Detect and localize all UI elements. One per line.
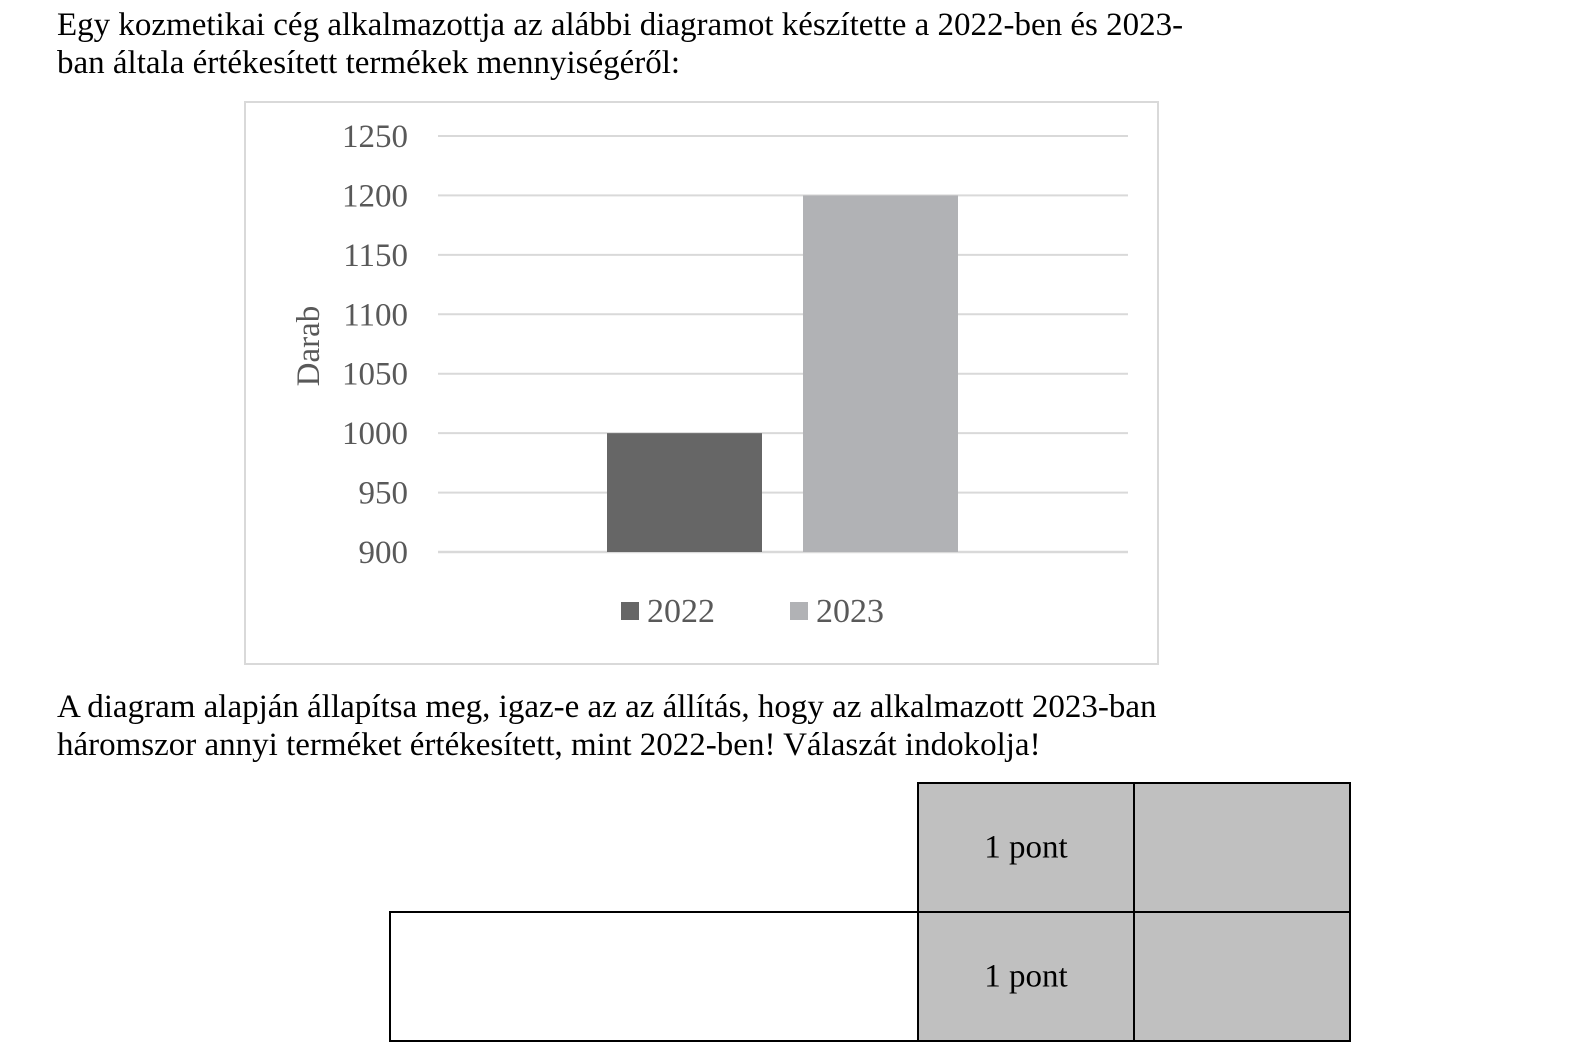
score-points-cell-1: [917, 782, 1135, 913]
bar-2022: [607, 433, 762, 552]
question-text: [57, 688, 1157, 764]
points-label-2: 1 pont: [984, 958, 1068, 994]
score-points-cell-2: [917, 911, 1135, 1042]
legend-swatch-2022: [621, 602, 639, 620]
y-tick-label: 1150: [343, 237, 408, 274]
intro-text: [57, 6, 1183, 82]
y-tick-label: 900: [358, 535, 408, 571]
intro-line-2: ban általa értékesített termékek mennyiségéről:: [57, 45, 681, 81]
y-tick-label: 1100: [343, 297, 408, 334]
legend-label-2023: 2023: [816, 593, 884, 630]
y-tick-label: 1250: [342, 119, 408, 155]
legend-swatch-2023: [790, 602, 808, 620]
score-entry-cell-1: [1133, 782, 1351, 913]
y-tick-label: 1000: [342, 416, 408, 453]
answer-box[interactable]: [389, 911, 919, 1042]
y-tick-label: 1050: [342, 356, 408, 393]
y-tick-label: 1200: [342, 178, 408, 215]
y-axis-title: Darab: [291, 305, 327, 387]
question-line-2: háromszor annyi terméket értékesített, mint 2022-ben! Válaszát indokolja!: [57, 727, 1041, 763]
chart-canvas: [246, 103, 1157, 663]
question-line-1: A diagram alapján állapítsa meg, igaz-e az az állítás, hogy az alkalmazott 2023-ban: [57, 689, 1157, 725]
bar-2023: [803, 195, 958, 552]
score-entry-cell-2: [1133, 911, 1351, 1042]
points-label-1: 1 pont: [984, 829, 1068, 865]
y-tick-label: 950: [358, 475, 408, 512]
bar-chart: [244, 101, 1159, 665]
legend-label-2022: 2022: [647, 593, 715, 630]
intro-line-1: Egy kozmetikai cég alkalmazottja az alábbi diagramot készítette a 2022-ben és 2023-: [57, 7, 1184, 43]
